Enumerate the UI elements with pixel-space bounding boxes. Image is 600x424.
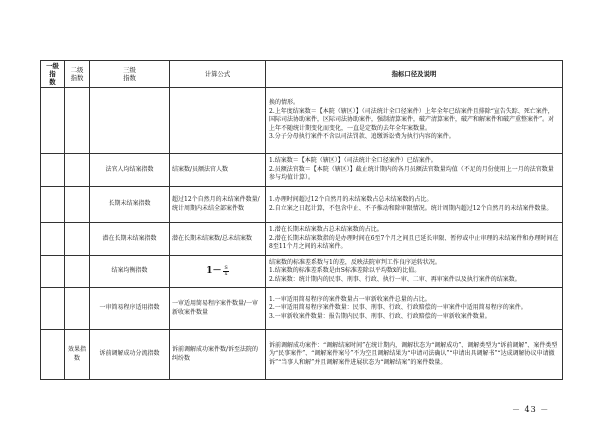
description-cell: 诉前调解成功案件：“调解结案时间”在统计期内，调解状态为“调解成功”、调解类型为“诉前调解”、案件类型为“民事案件”、“调解案件案号”不为空且调解结果为“申请司法确认”“申请出具调解书”“达成调解协议申请撤诉”“当事人和解”并且调解案件进展状态为“调解结案”的案件数量。 xyxy=(266,330,563,380)
table-row xyxy=(41,88,563,154)
header-row xyxy=(41,61,563,88)
description-cell: 1.结案数＝【本院（辖区）】（司法统计全口径案件）已结案件。 2.员额法官数＝【本院（辖区）】截止统计期内的各月员额法官数量均值（不足的月份使用上一月的法官数量参与均值计算）。 xyxy=(266,154,563,187)
formula-numerator: S xyxy=(224,265,228,271)
table-row xyxy=(41,330,563,380)
level1-cell xyxy=(41,88,65,154)
description-cell: 结案数的标准差系数与1的差，反映法院审判工作良序运转状况。 1.结案数的标准差系数是由S标准差除以平均数x̄的比值。 2.结案数：统计期内的民事、刑事、行政、执行一审、二审、再审案件以及执行案件的结案数。 xyxy=(266,256,563,288)
level2-cell xyxy=(65,154,90,187)
level1-cell xyxy=(41,288,65,330)
formula-cell: 超过12个自然月的未结案件数量/统计周期内未结全部案件数 xyxy=(170,187,266,223)
level2-cell xyxy=(65,223,90,256)
formula-cell: 一审适用简易程序案件数量/一审新收案件数量 xyxy=(170,288,266,330)
level2-cell xyxy=(65,288,90,330)
level1-cell xyxy=(41,187,65,223)
formula-denominator: x̄ xyxy=(224,271,228,277)
indicator-name: 结案均衡指数 xyxy=(90,256,170,288)
formula-cell: 结案数/员额法官人数 xyxy=(170,154,266,187)
header-formula: 计算公式 xyxy=(170,61,266,88)
level1-cell xyxy=(41,256,65,288)
level2-cell xyxy=(65,187,90,223)
level1-cell xyxy=(41,330,65,380)
level1-cell xyxy=(41,223,65,256)
table-row xyxy=(41,154,563,187)
indicator-name: 潜在长期未结案指数 xyxy=(90,223,170,256)
description-cell: 1.办理时间超过12个自然月的未结案数占总未结案数的占比。 2.自立案之日起计算，不包含中止、不予推动和除审限情况。统计周期内超过12个自然月的未结案件数量。 xyxy=(266,187,563,223)
level2-name: 效果指数 xyxy=(65,330,90,380)
formula-prefix: 1－ xyxy=(206,266,222,276)
formula-cell xyxy=(170,256,266,288)
description-cell: 换的情形。 2.上年度结案数＝【本院（辖区）】（司法统计全口径案件）上年全年已结案件且排除“宣告失踪、死亡案件，国际司法协助案件，区际司法协助案件，强制清算案件，破产清算案件，破产和解案件和破产重整案件”。对上年不随统计期变化而变化，一直是定数的去年全年案数量。 3.分子分母执行案件不含以司法罚款、追缴诉讼费为执行内容的案件。 xyxy=(266,88,563,154)
formula-cell xyxy=(170,88,266,154)
header-level3: 三级 指数 xyxy=(90,61,170,88)
table-row xyxy=(41,256,563,288)
level1-cell xyxy=(41,154,65,187)
level2-cell xyxy=(65,88,90,154)
level2-cell xyxy=(65,256,90,288)
formula-cell: 诉前调解成功案件数/诉至法院的纠纷数 xyxy=(170,330,266,380)
indicator-name: 长期未结案指数 xyxy=(90,187,170,223)
header-level1: 一级指 数 xyxy=(41,61,65,88)
table-row xyxy=(41,187,563,223)
header-explain: 指标口径及说明 xyxy=(266,61,563,88)
page-number: － 43 － xyxy=(512,405,550,414)
header-level2: 二级 指数 xyxy=(65,61,90,88)
formula-cell: 潜在长期未结案数/总未结案数 xyxy=(170,223,266,256)
indicator-name: 诉前调解成功分流指数 xyxy=(90,330,170,380)
table-row xyxy=(41,288,563,330)
indicator-name: 一审简易程序适用指数 xyxy=(90,288,170,330)
indicator-table xyxy=(40,60,563,380)
description-cell: 1.一审适用简易程序的案件数量占一审新收案件总量的占比。 2.一审适用简易程序案件数量：民事、刑事、行政、行政赔偿的一审案件中适用简易程序的案件。 3.一审新收案件数量：报告期内民事、刑事、行政、行政赔偿的一审新收案件数量。 xyxy=(266,288,563,330)
formula-fraction xyxy=(223,266,228,277)
level3-cell xyxy=(90,88,170,154)
table-row xyxy=(41,223,563,256)
indicator-name: 法官人均结案指数 xyxy=(90,154,170,187)
description-cell: 1.潜在长期未结案数占总未结案数的占比。 2.潜在长期未结案数指的是办理时间在6至7个月之间且已延长审限、暂停或中止审理的未结案件和办理时间在8至11个月之间的未结案件。 xyxy=(266,223,563,256)
